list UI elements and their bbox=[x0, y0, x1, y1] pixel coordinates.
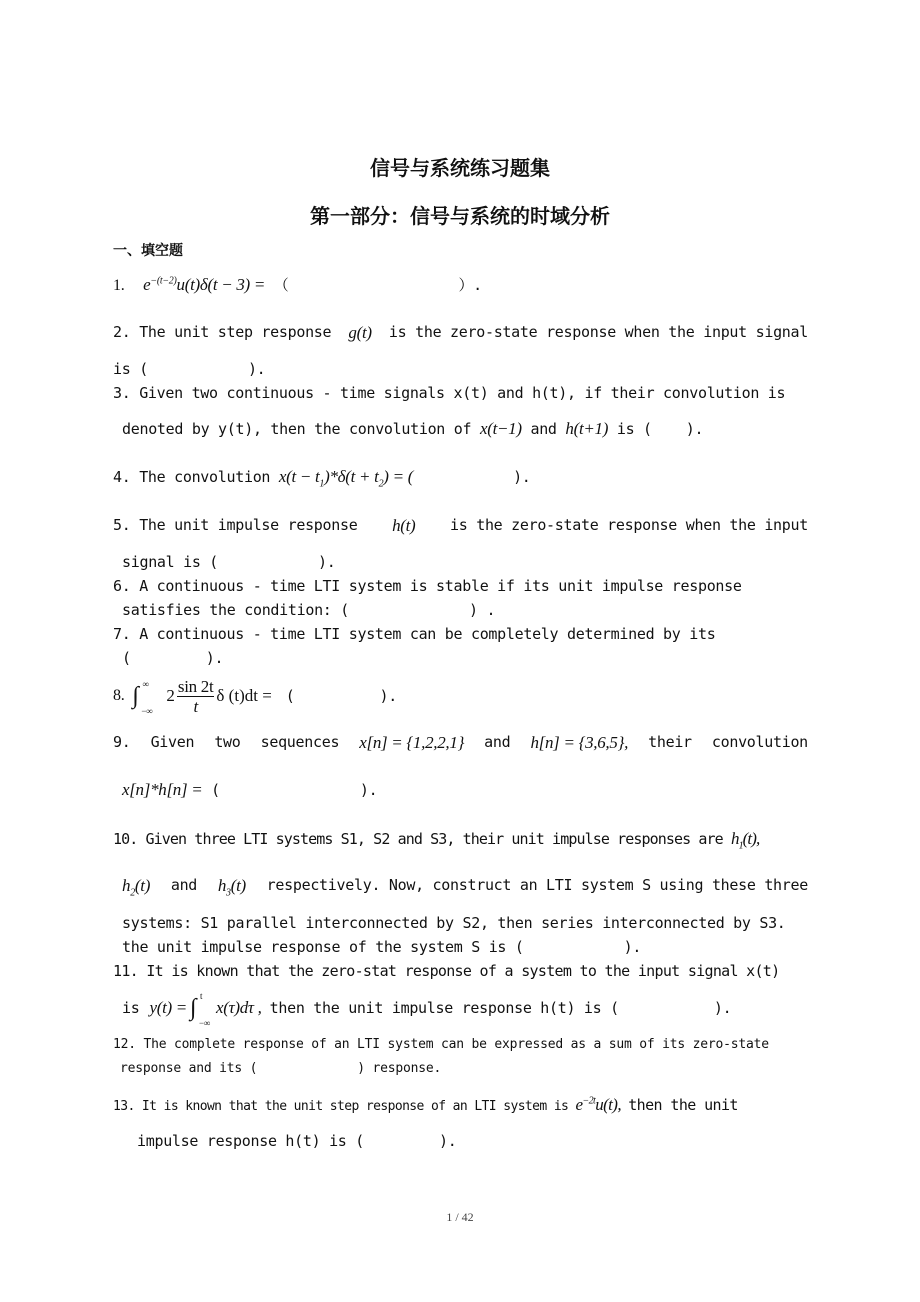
math-expression: x[n] = {1,2,2,1} bbox=[359, 733, 465, 752]
answer-blank-close: ). bbox=[685, 420, 704, 438]
math-expression: $h_3(t)$ bbox=[217, 876, 246, 899]
question-3-line-1 bbox=[113, 384, 808, 402]
question-6-line-2 bbox=[122, 601, 822, 619]
answer-blank-close: ). bbox=[359, 781, 378, 799]
math-expression: h[n] = {3,6,5}, bbox=[530, 733, 629, 752]
question-text: 11. It is known that the zero-stat response of a system to the input signal x(t) bbox=[113, 962, 780, 980]
math-expression: x(τ)dτ , bbox=[215, 998, 262, 1017]
question-text: 10. Given three LTI systems S1, S2 and S3, their unit impulse responses are bbox=[113, 830, 723, 848]
question-10-line-2 bbox=[122, 876, 808, 898]
question-2-line-2 bbox=[113, 360, 813, 378]
answer-blank-close: ). bbox=[318, 553, 336, 571]
part-title: 第一部分：信号与系统的时域分析 bbox=[310, 204, 610, 228]
answer-blank-close: ). bbox=[623, 938, 642, 956]
question-text: 4. The convolution bbox=[113, 468, 271, 486]
question-text: and bbox=[530, 420, 557, 438]
question-4 bbox=[113, 467, 813, 489]
math-expression: g(t) bbox=[348, 323, 372, 342]
math-expression: y(t) = bbox=[149, 998, 187, 1017]
section-heading: 一、填空题 bbox=[113, 243, 183, 259]
question-6-line-1 bbox=[113, 577, 808, 595]
question-text: two bbox=[214, 733, 241, 751]
question-text: is the zero-state response when the input signal bbox=[388, 323, 808, 341]
question-12-line-2 bbox=[120, 1061, 820, 1076]
question-text: 7. A continuous - time LTI system can be completely determined by its bbox=[113, 625, 716, 643]
question-7-line-2 bbox=[122, 649, 822, 667]
question-number: 8. bbox=[113, 687, 125, 704]
answer-blank-close: ). bbox=[247, 360, 266, 378]
question-5-line-1 bbox=[113, 516, 808, 536]
question-7-line-1 bbox=[113, 625, 808, 643]
question-text: signal is ( bbox=[122, 553, 219, 571]
question-text: 3. Given two continuous - time signals x(t) and h(t), if their convolution is bbox=[113, 384, 786, 402]
integral-sign: ∫ t −∞ bbox=[189, 990, 210, 1028]
answer-blank-close: ). bbox=[205, 649, 224, 667]
question-text: 13. It is known that the unit step response of an LTI system is bbox=[113, 1099, 569, 1114]
question-3-line-2 bbox=[122, 419, 822, 439]
question-11-line-2 bbox=[122, 990, 822, 1026]
question-2-line-1 bbox=[113, 323, 808, 343]
answer-blank-open: ( bbox=[285, 687, 295, 705]
page-indicator: 1 / 42 bbox=[446, 1210, 474, 1224]
question-text: 6. A continuous - time LTI system is stable if its unit impulse response bbox=[113, 577, 742, 595]
math-expression: $h_2(t)$ bbox=[122, 876, 151, 899]
integral-sign: ∫ ∞ −∞ bbox=[132, 678, 153, 716]
question-1 bbox=[113, 274, 813, 295]
math-expression: h(t) bbox=[392, 516, 416, 535]
question-13-line-2 bbox=[137, 1132, 837, 1150]
question-11-line-1 bbox=[113, 962, 813, 980]
answer-blank-close: ). bbox=[379, 687, 397, 705]
question-text: is bbox=[122, 999, 140, 1017]
question-text: 12. The complete response of an LTI system can be expressed as a sum of its zero-state bbox=[113, 1037, 769, 1052]
question-text: is ( bbox=[616, 420, 652, 438]
question-text: then the unit impulse response h(t) is ( bbox=[269, 999, 619, 1017]
math-expression: $x(t - t_1)*\delta(t + t_2)$ = ( bbox=[278, 467, 414, 490]
question-number: 9. bbox=[113, 733, 131, 751]
question-text: sequences bbox=[260, 733, 340, 751]
math-expression: δ (t)dt = bbox=[216, 686, 272, 705]
answer-blank-close: ). bbox=[513, 468, 531, 486]
question-text: and bbox=[484, 733, 511, 751]
question-9-line-2 bbox=[122, 780, 822, 800]
answer-blank-open: （ bbox=[273, 276, 289, 294]
question-number: 1. bbox=[113, 277, 125, 294]
document-title: 信号与系统练习题集 bbox=[370, 156, 550, 180]
question-text: satisfies the condition: ( bbox=[122, 601, 350, 619]
question-text: is ( bbox=[113, 360, 148, 378]
question-13-line-1 bbox=[113, 1095, 813, 1115]
answer-blank-close: ）. bbox=[458, 276, 482, 294]
fraction: $\frac{\sin 2t}{t}$ bbox=[177, 676, 214, 716]
question-text: respectively. Now, construct an LTI system S using these three bbox=[266, 876, 808, 894]
question-12-line-1 bbox=[113, 1037, 813, 1052]
answer-blank-open: ( bbox=[122, 649, 131, 667]
math-expression: x(t−1) bbox=[479, 419, 522, 438]
question-10-line-4 bbox=[122, 938, 822, 956]
math-expression: $e^{-(t-2)}u(t)\delta(t - 3)$ = bbox=[143, 275, 266, 294]
math-expression: h(t+1) bbox=[565, 419, 609, 438]
math-expression: $e^{-2t}u(t)$, bbox=[575, 1095, 621, 1114]
answer-blank-close: ). bbox=[439, 1132, 457, 1150]
question-text: is the zero-state response when the input bbox=[450, 516, 808, 534]
question-text: the unit impulse response of the system S is ( bbox=[122, 938, 524, 956]
question-text: impulse response h(t) is ( bbox=[137, 1132, 365, 1150]
question-text: response and its ( bbox=[120, 1061, 258, 1076]
answer-blank-close: ) . bbox=[469, 601, 496, 619]
question-text: then the unit bbox=[628, 1096, 738, 1114]
answer-blank-close: ). bbox=[713, 999, 732, 1017]
question-text: systems: S1 parallel interconnected by S2, then series interconnected by S3. bbox=[122, 914, 786, 932]
question-text: and bbox=[170, 876, 198, 894]
question-text: 5. The unit impulse response bbox=[113, 516, 358, 534]
math-expression: x[n]*h[n] = bbox=[122, 780, 203, 799]
question-text: denoted by y(t), then the convolution of bbox=[122, 420, 472, 438]
question-10-line-1 bbox=[113, 829, 813, 851]
question-text: their bbox=[648, 733, 692, 751]
question-10-line-3 bbox=[122, 914, 822, 932]
question-text: ) response. bbox=[357, 1061, 442, 1076]
question-9-line-1 bbox=[113, 733, 808, 753]
math-expression: $h_1(t)$, bbox=[730, 829, 760, 852]
question-text: 2. The unit step response bbox=[113, 323, 332, 341]
question-5-line-2 bbox=[122, 553, 822, 571]
answer-blank-open: ( bbox=[211, 781, 220, 799]
question-text: convolution bbox=[711, 733, 808, 751]
question-text: Given bbox=[150, 733, 195, 751]
coefficient: 2 bbox=[166, 686, 175, 705]
question-8 bbox=[113, 674, 813, 718]
